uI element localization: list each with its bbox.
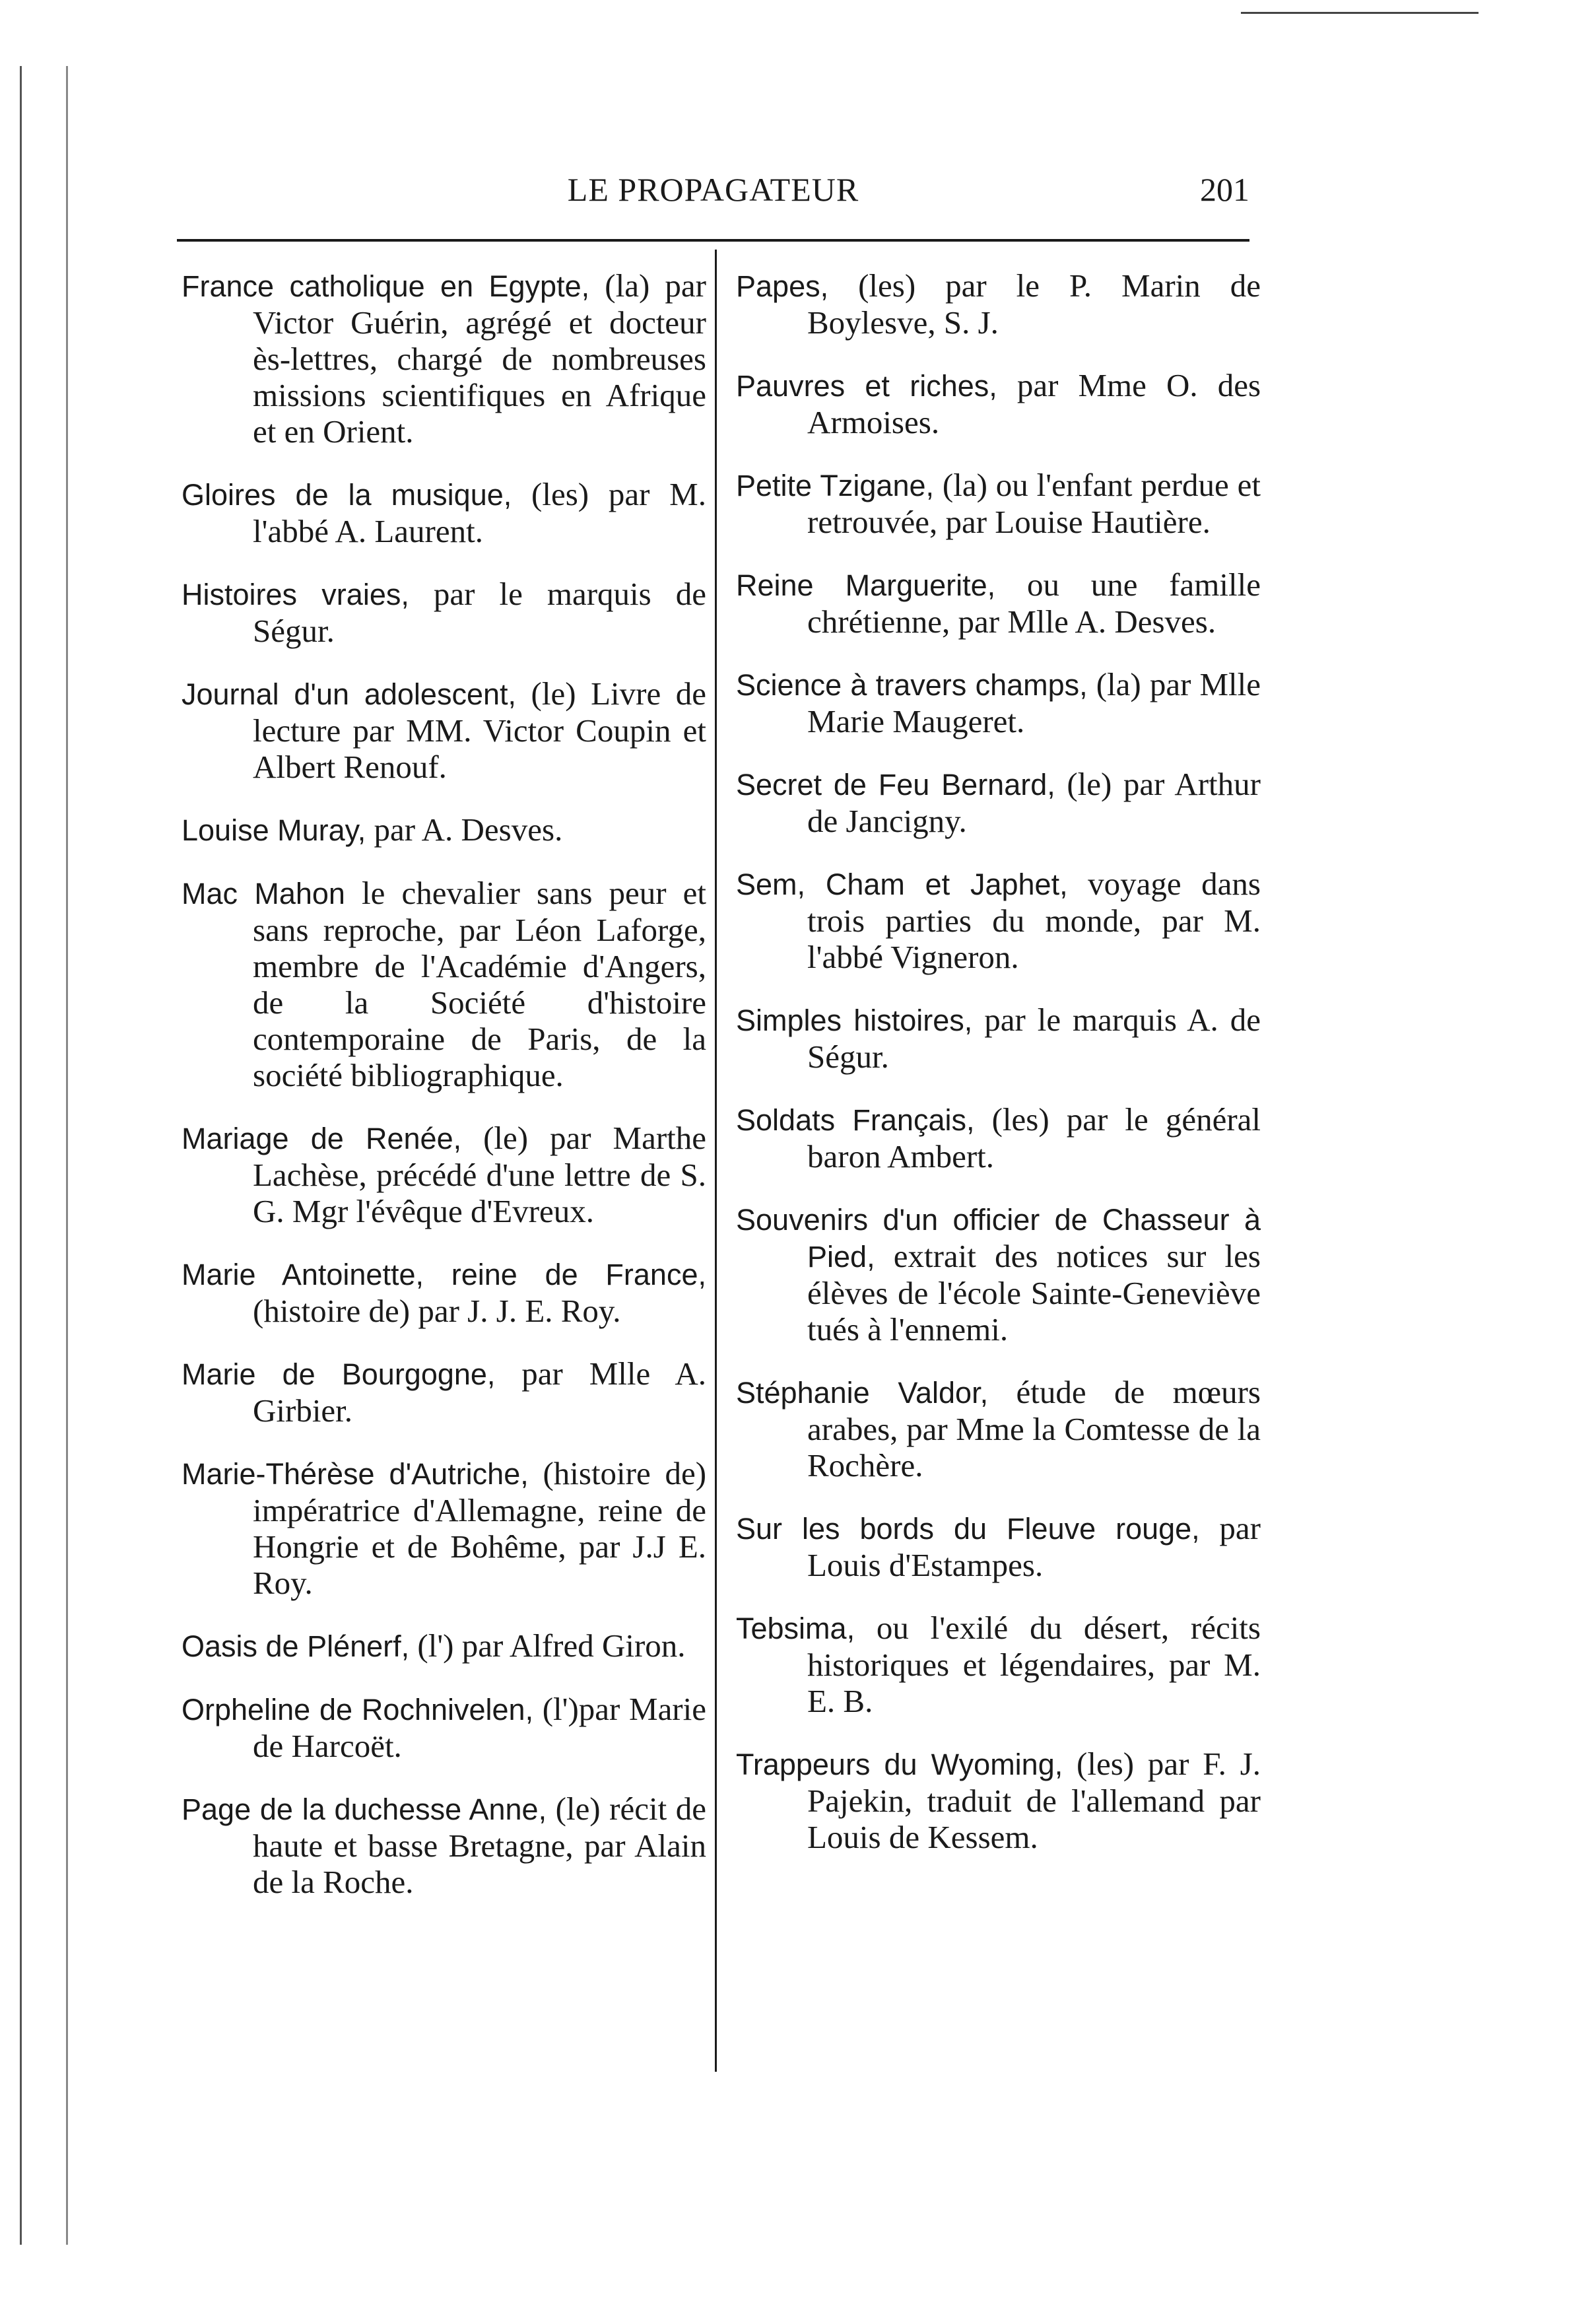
catalog-entry xyxy=(182,1691,706,1764)
catalog-entry xyxy=(182,875,706,1093)
entry-title: Secret de Feu Bernard, xyxy=(736,768,1055,802)
entry-description: (le) par Marthe Lachèse, précédé d'une lettre de S. G. Mgr l'évêque d'Evreux. xyxy=(253,1120,706,1229)
entry-title: Papes, xyxy=(736,269,829,303)
catalog-entry xyxy=(736,1610,1261,1719)
catalog-entry xyxy=(736,267,1261,341)
entry-title: Science à travers champs, xyxy=(736,668,1088,702)
entry-description: (la) ou l'enfant perdue et retrouvée, par Louise Hautière. xyxy=(807,467,1261,540)
entry-description: (les) par le général baron Ambert. xyxy=(807,1101,1261,1175)
entry-title: Pauvres et riches, xyxy=(736,369,997,403)
catalog-entry xyxy=(182,1120,706,1229)
entry-title: Mariage de Renée, xyxy=(182,1122,462,1155)
catalog-entry xyxy=(736,566,1261,640)
catalog-entry xyxy=(182,1355,706,1429)
entry-description: étude de mœurs arabes, par Mme la Comtesse de la Rochère. xyxy=(807,1374,1261,1484)
entry-title: Marie de Bourgogne, xyxy=(182,1357,496,1391)
entry-description: par A. Desves. xyxy=(366,811,563,848)
left-edge-mark-inner xyxy=(66,66,68,2245)
entry-description: (le) par Arthur de Jancigny. xyxy=(807,766,1261,839)
catalog-entry xyxy=(736,467,1261,540)
entry-description: (les) par F. J. Pajekin, traduit de l'allemand par Louis de Kessem. xyxy=(807,1746,1261,1855)
entry-title: Marie Antoinette, reine de France, xyxy=(182,1258,706,1291)
entry-title: Histoires vraies, xyxy=(182,578,409,611)
entry-description: (l')par Marie de Harcoët. xyxy=(253,1691,706,1764)
entry-description: (l') par Alfred Giron. xyxy=(409,1627,686,1664)
entry-title: Oasis de Plénerf, xyxy=(182,1629,410,1663)
catalog-entry xyxy=(182,1791,706,1900)
entry-title: Soldats Français, xyxy=(736,1103,975,1137)
catalog-entry xyxy=(736,1746,1261,1855)
entry-title: Trappeurs du Wyoming, xyxy=(736,1748,1063,1781)
entry-title: Simples histoires, xyxy=(736,1004,973,1037)
column-divider xyxy=(715,250,717,2072)
catalog-entry xyxy=(736,666,1261,739)
entry-description: (le) récit de haute et basse Bretagne, par Alain de la Roche. xyxy=(253,1791,706,1900)
entry-description: voyage dans trois parties du monde, par M. l'abbé Vigneron. xyxy=(807,866,1261,975)
entry-description: par Mme O. des Armoises. xyxy=(807,367,1261,440)
catalog-entry xyxy=(736,1510,1261,1583)
entry-description: (les) par M. l'abbé A. Laurent. xyxy=(253,476,707,549)
catalog-entry xyxy=(182,1455,706,1601)
entry-description: par le marquis A. de Ségur. xyxy=(807,1002,1261,1075)
entry-description: par le marquis de Ségur. xyxy=(253,576,706,649)
left-edge-mark xyxy=(20,66,22,2245)
entry-title: Petite Tzigane, xyxy=(736,469,934,502)
entry-title: Page de la duchesse Anne, xyxy=(182,1792,547,1826)
entry-description: (le) Livre de lecture par MM. Victor Coupin et Albert Renouf. xyxy=(253,675,706,785)
entry-description: par Louis d'Estampes. xyxy=(807,1510,1261,1583)
entry-description: par Mlle A. Girbier. xyxy=(253,1355,706,1429)
header-rule xyxy=(177,239,1249,242)
catalog-entry xyxy=(182,267,706,450)
entry-description: (histoire de) impératrice d'Allemagne, reine de Hongrie et de Bohême, par J.J E. Roy. xyxy=(253,1455,707,1601)
entry-title: Souvenirs d'un officier de Chasseur à Pied, xyxy=(736,1203,1261,1274)
catalog-entry xyxy=(736,1374,1261,1484)
entry-description: extrait des notices sur les élèves de l'école Sainte-Geneviève tués à l'ennemi. xyxy=(807,1238,1261,1348)
entry-title: France catholique en Egypte, xyxy=(182,269,590,303)
catalog-entry xyxy=(182,675,706,785)
page-number: 201 xyxy=(1200,171,1249,208)
entry-description: (les) par le P. Marin de Boylesve, S. J. xyxy=(807,267,1261,341)
entry-description: (la) par Victor Guérin, agrégé et docteur ès-lettres, chargé de nombreuses missions scientifiques en Afrique et en Orient. xyxy=(253,267,706,450)
catalog-entry xyxy=(736,766,1261,839)
entry-description: ou l'exilé du désert, récits historiques et légendaires, par M. E. B. xyxy=(807,1610,1261,1719)
catalog-entry xyxy=(182,476,706,549)
entry-title: Louise Muray, xyxy=(182,813,366,847)
entry-title: Sem, Cham et Japhet, xyxy=(736,868,1068,901)
catalog-entry xyxy=(736,866,1261,975)
catalog-entry xyxy=(182,1256,706,1329)
entry-description: (histoire de) par J. J. E. Roy. xyxy=(253,1293,621,1329)
entry-title: Gloires de la musique, xyxy=(182,478,512,512)
left-column xyxy=(182,267,706,1927)
catalog-entry xyxy=(736,1201,1261,1348)
running-title: LE PROPAGATEUR xyxy=(567,171,859,208)
entry-title: Sur les bords du Fleuve rouge, xyxy=(736,1512,1200,1546)
entry-title: Mac Mahon xyxy=(182,877,345,910)
entry-title: Marie-Thérèse d'Autriche, xyxy=(182,1457,529,1491)
right-column xyxy=(736,267,1261,1882)
catalog-entry xyxy=(736,1002,1261,1075)
running-header xyxy=(177,170,1249,210)
entry-description: ou une famille chrétienne, par Mlle A. Desves. xyxy=(807,566,1261,640)
entry-title: Journal d'un adolescent, xyxy=(182,677,517,711)
catalog-entry xyxy=(736,1101,1261,1175)
catalog-entry xyxy=(182,1627,706,1664)
entry-title: Orpheline de Rochnivelen, xyxy=(182,1693,534,1726)
entry-description: (la) par Mlle Marie Maugeret. xyxy=(807,666,1261,739)
entry-title: Reine Marguerite, xyxy=(736,568,996,602)
entry-title: Tebsima, xyxy=(736,1612,855,1645)
entry-title: Stéphanie Valdor, xyxy=(736,1376,989,1410)
catalog-entry xyxy=(182,576,706,649)
catalog-entry xyxy=(736,367,1261,440)
top-edge-mark xyxy=(1241,12,1479,14)
entry-description: le chevalier sans peur et sans reproche, par Léon Laforge, membre de l'Académie d'Angers, de la Société d'histoire contemporaine de Paris, de la société bibliographique. xyxy=(253,875,707,1093)
catalog-entry xyxy=(182,811,706,848)
